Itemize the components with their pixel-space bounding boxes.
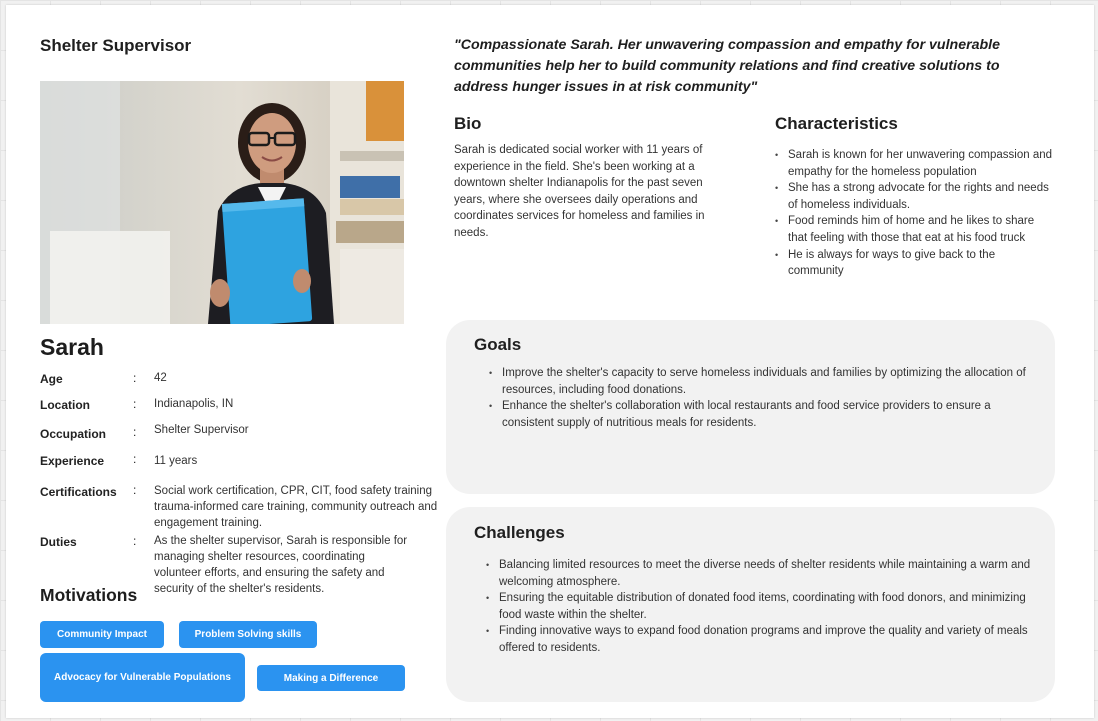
info-value-certifications: Social work certification, CPR, CIT, food safety training trauma-informed care training, community outreach and engagement training. <box>154 485 438 529</box>
list-item: • Balancing limited resources to meet the diverse needs of shelter residents while maintaining a warm and welcoming atmosphere. <box>486 557 1036 590</box>
info-colon: : <box>133 425 137 439</box>
list-item: • Ensuring the equitable distribution of donated food items, coordinating with food donors, and minimizing food waste within the shelter. <box>486 590 1036 623</box>
info-value-duties: As the shelter supervisor, Sarah is responsible for managing shelter resources, coordinating volunteer efforts, and ensuring the safety and security of the shelter's residents. <box>154 535 408 595</box>
motivation-tag[interactable]: Problem Solving skills <box>179 621 317 648</box>
motivations-title: Motivations <box>40 585 138 605</box>
challenges-title: Challenges <box>474 523 565 542</box>
persona-quote: "Compassionate Sarah. Her unwavering compassion and empathy for vulnerable communities help her to build community relations and find creative solutions to address hunger issues in at risk community" <box>454 37 1000 95</box>
persona-card <box>6 5 1094 718</box>
info-value-location: Indianapolis, IN <box>154 398 234 410</box>
challenges-panel <box>446 507 1055 702</box>
info-label-occupation: Occupation <box>40 427 107 441</box>
list-item: • Food reminds him of home and he likes to share that feeling with those that eat at his food truck <box>775 213 1053 246</box>
motivation-tag[interactable]: Advocacy for Vulnerable Populations <box>40 653 245 702</box>
motivation-tag[interactable]: Making a Difference <box>257 665 405 691</box>
info-label-location: Location <box>40 398 90 412</box>
info-value-occupation: Shelter Supervisor <box>154 424 249 436</box>
info-colon: : <box>133 452 137 466</box>
info-colon: : <box>133 371 137 385</box>
bio-title: Bio <box>454 114 482 133</box>
info-value-experience: 11 years <box>154 455 198 467</box>
info-value-age: 42 <box>154 372 167 384</box>
info-colon: : <box>133 397 137 411</box>
list-item: • Improve the shelter's capacity to serve homeless individuals and families by optimizing the allocation of resources, including food donations. <box>489 365 1029 398</box>
list-item: • He is always for ways to give back to the community <box>775 247 1053 280</box>
list-item: • Sarah is known for her unwavering compassion and empathy for the homeless population <box>775 147 1053 180</box>
role-title: Shelter Supervisor <box>40 36 192 55</box>
info-label-experience: Experience <box>40 454 105 468</box>
info-colon: : <box>133 534 137 548</box>
list-item: • Finding innovative ways to expand food donation programs and improve the quality and variety of meals offered to residents. <box>486 623 1036 656</box>
info-colon: : <box>133 483 137 497</box>
challenges-list <box>486 557 1036 657</box>
info-label-age: Age <box>40 372 63 386</box>
list-item: • She has a strong advocate for the rights and needs of homeless individuals. <box>775 180 1053 213</box>
info-label-certifications: Certifications <box>40 485 117 499</box>
goals-panel <box>446 320 1055 494</box>
motivation-tag[interactable]: Community Impact <box>40 621 164 648</box>
persona-photo <box>40 81 404 324</box>
characteristics-list <box>775 147 1053 280</box>
portrait-illustration <box>40 81 404 324</box>
info-label-duties: Duties <box>40 535 77 549</box>
goals-list <box>489 365 1029 431</box>
bio-text: Sarah is dedicated social worker with 11 years of experience in the field. She's been working at a downtown shelter Indianapolis for the past seven years, where she oversees daily operations and coordinates services for homeless and families in needs. <box>454 144 705 239</box>
persona-name: Sarah <box>40 334 104 360</box>
goals-title: Goals <box>474 335 522 354</box>
characteristics-title: Characteristics <box>775 114 898 133</box>
list-item: • Enhance the shelter's collaboration with local restaurants and food service providers to ensure a consistent supply of nutritious meals for residents. <box>489 398 1029 431</box>
